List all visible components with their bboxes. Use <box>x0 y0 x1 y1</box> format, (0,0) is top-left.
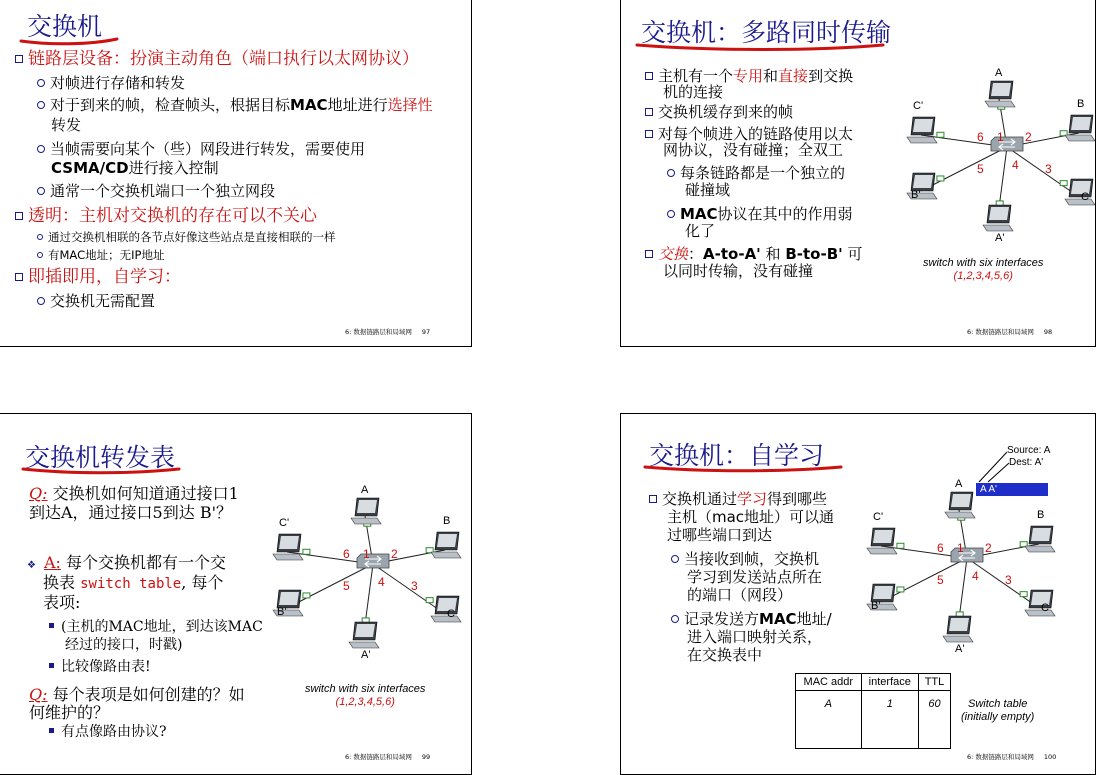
page-number: 100 <box>1043 753 1057 761</box>
port-label: 4 <box>1012 158 1019 172</box>
interface-icon <box>897 543 904 548</box>
port-label: 6 <box>937 541 944 555</box>
host-computer-icon <box>945 492 975 518</box>
host-label: A' <box>995 232 1005 244</box>
host-label: B' <box>277 606 287 618</box>
host-label: C' <box>279 517 290 529</box>
slide-100 <box>620 413 1096 775</box>
title-underline <box>19 33 119 47</box>
list-item-cont: 经过的接口，时戳) <box>65 637 183 653</box>
port-label: 4 <box>378 575 385 589</box>
frame-dest-label: Dest: A' <box>1009 457 1044 468</box>
switch-icon <box>991 137 1023 151</box>
list-item: MAC协议在其中的作用弱 <box>667 205 853 223</box>
answer: ❖ A: 每个交换机都有一个交 <box>27 553 227 572</box>
list-item: 交换机通过学习得到哪些 <box>649 490 827 508</box>
port-label: 6 <box>343 547 350 561</box>
link-line <box>373 564 445 614</box>
table-cell: A <box>796 691 862 749</box>
port-label: 2 <box>1025 130 1032 144</box>
square-bullet-icon <box>645 250 653 258</box>
host-computer-icon <box>431 532 461 558</box>
list-item-cont: 的端口（网段） <box>687 586 793 604</box>
switch-diagram-svg <box>899 65 1096 250</box>
list-item-cont: 碰撞域 <box>685 181 731 199</box>
list-item: 当帧需要向某个（些）网段进行转发，需要使用 <box>37 140 365 158</box>
interface-icon <box>426 598 433 603</box>
square-bullet-icon <box>649 495 657 503</box>
port-label: 5 <box>343 579 350 593</box>
question-1: Q: 交换机如何知道通过接口1 <box>29 484 239 503</box>
square-bullet-icon <box>645 108 653 116</box>
port-label: 3 <box>1045 162 1052 176</box>
circle-bullet-icon <box>671 555 679 563</box>
switch-icon <box>357 554 389 568</box>
table-cell: 1 <box>861 691 918 749</box>
slide-footer: 6: 数据链路层和局域网 97 <box>345 328 431 336</box>
list-item: 交换：A-to-A' 和 B-to-B' 可 <box>645 245 863 263</box>
question-2: Q: 每个表项是如何创建的？如 <box>29 685 245 704</box>
interface-icon <box>303 593 310 598</box>
host-label: B <box>1037 509 1045 521</box>
host-computer-icon <box>943 616 973 642</box>
diagram-caption: switch with six interfaces (1,2,3,4,5,6) <box>923 257 1044 282</box>
square-bullet-icon <box>645 72 653 80</box>
square-bullet-icon <box>49 663 54 668</box>
port-label: 5 <box>937 573 944 587</box>
host-label: C <box>1041 602 1049 614</box>
square-bullet-icon <box>15 55 23 63</box>
slide-footer: 6: 数据链路层和局域网 100 <box>967 753 1057 761</box>
frame-source-label: Source: A <box>1007 445 1051 456</box>
page-number: 99 <box>421 753 431 761</box>
slide-98 <box>620 0 1096 347</box>
list-item: 比较像路由表! <box>49 658 151 676</box>
circle-bullet-icon <box>37 234 43 240</box>
list-item-cont: 过哪些端口到达 <box>667 526 773 544</box>
interface-icon <box>1020 592 1027 597</box>
square-bullet-icon <box>15 212 23 220</box>
host-label: B <box>443 515 451 527</box>
switch-table <box>795 673 951 749</box>
host-computer-icon <box>983 205 1013 231</box>
table-caption: Switch table (initially empty) <box>961 698 1035 723</box>
question-1-cont: 到达A，通过接口5到达 B'？ <box>29 503 232 522</box>
interface-icon <box>937 132 944 137</box>
host-label: B <box>1077 98 1085 110</box>
list-item-cont: 网协议，没有碰撞；全双工 <box>663 141 844 159</box>
list-item: 透明：主机对交换机的存在可以不关心 <box>15 206 317 226</box>
list-item-cont: 转发 <box>51 116 82 134</box>
list-item: 交换机无需配置 <box>37 292 155 310</box>
circle-bullet-icon <box>667 210 675 218</box>
host-computer-icon <box>907 117 937 143</box>
answer-cont: 换表 switch table, 每个 <box>43 573 224 592</box>
port-label: 1 <box>363 547 370 561</box>
port-label: 1 <box>957 541 964 555</box>
host-label: C <box>1081 191 1089 203</box>
port-label: 6 <box>977 130 984 144</box>
port-label: 5 <box>977 162 984 176</box>
link-line <box>1007 147 1079 197</box>
port-label: 3 <box>1005 573 1012 587</box>
diamond-bullet-icon: ❖ <box>27 560 36 571</box>
slide-title: 交换机：自学习 <box>649 441 825 470</box>
table-header: MAC addr <box>796 674 862 691</box>
host-computer-icon <box>1065 179 1095 205</box>
list-item-cont: 以同时传输，没有碰撞 <box>663 262 814 280</box>
host-computer-icon <box>1065 115 1095 141</box>
list-item-cont: 在交换表中 <box>687 646 763 664</box>
list-item: 对于到来的帧，检查帧头，根据目标MAC地址进行选择性 <box>37 96 433 114</box>
slide-title: 交换机：多路同时传输 <box>641 18 892 47</box>
circle-bullet-icon <box>37 79 45 87</box>
host-label: C' <box>873 511 884 523</box>
list-item-cont: 机的连接 <box>663 83 724 101</box>
list-item-cont: 化了 <box>685 222 716 240</box>
list-item-cont: 学习到发送站点所在 <box>687 568 823 586</box>
list-item: 即插即用，自学习： <box>15 267 181 287</box>
interface-icon <box>897 587 904 592</box>
list-item: 有点像路由协议? <box>49 723 167 741</box>
port-label: 3 <box>411 579 418 593</box>
list-item: (主机的MAC地址，到达该MAC <box>49 618 263 636</box>
title-underline <box>21 462 181 476</box>
circle-bullet-icon <box>37 252 43 258</box>
switch-diagram-svg <box>859 476 1074 661</box>
port-label: 1 <box>997 130 1004 144</box>
switch-diagram-svg <box>265 482 472 667</box>
switch-diagram <box>265 482 472 671</box>
list-item-cont: CSMA/CD进行接入控制 <box>51 159 219 177</box>
list-item: 记录发送方MAC地址/ <box>671 610 832 628</box>
link-line <box>967 558 1039 608</box>
list-item-cont: 主机（mac地址）可以通 <box>667 508 835 526</box>
switch-diagram <box>859 476 1074 665</box>
frame-box: A A' <box>976 483 1048 496</box>
table-header: interface <box>861 674 918 691</box>
table-header: TTL <box>918 674 950 691</box>
host-label: B' <box>911 189 921 201</box>
port-label: 2 <box>391 547 398 561</box>
list-item-cont: 进入端口映射关系， <box>687 628 823 646</box>
host-label: C <box>447 608 455 620</box>
square-bullet-icon <box>645 130 653 138</box>
circle-bullet-icon <box>37 101 45 109</box>
circle-bullet-icon <box>671 615 679 623</box>
host-computer-icon <box>867 528 897 554</box>
title-underline <box>643 460 843 474</box>
square-bullet-icon <box>49 623 54 628</box>
host-label: A <box>955 478 963 490</box>
answer-cont: 表项: <box>43 593 81 612</box>
host-label: A <box>361 484 369 496</box>
circle-bullet-icon <box>37 297 45 305</box>
port-label: 2 <box>985 541 992 555</box>
question-2-cont: 何维护的？ <box>29 703 110 722</box>
page-number: 98 <box>1043 328 1053 336</box>
square-bullet-icon <box>49 728 54 733</box>
list-item: 有MAC地址；无IP地址 <box>37 248 164 262</box>
host-label: A' <box>361 649 371 661</box>
interface-icon <box>937 176 944 181</box>
host-computer-icon <box>351 498 381 524</box>
host-label: A <box>995 67 1003 79</box>
interface-icon <box>303 549 310 554</box>
host-computer-icon <box>985 81 1015 107</box>
host-label: B' <box>871 600 881 612</box>
list-item: 通过交换机相联的各节点好像这些站点是直接相联的一样 <box>37 230 336 244</box>
list-item: 对帧进行存储和转发 <box>37 74 185 92</box>
circle-bullet-icon <box>37 187 45 195</box>
port-label: 4 <box>972 569 979 583</box>
slide-99 <box>0 413 472 775</box>
switch-icon <box>951 548 983 562</box>
host-computer-icon <box>1025 590 1055 616</box>
table-cell: 60 <box>918 691 950 749</box>
list-item: 交换机缓存到来的帧 <box>645 103 793 121</box>
host-computer-icon <box>431 596 461 622</box>
page-number: 97 <box>421 328 431 336</box>
list-item: 通常一个交换机端口一个独立网段 <box>37 182 275 200</box>
title-underline <box>635 39 885 53</box>
switch-diagram <box>899 65 1096 254</box>
circle-bullet-icon <box>37 145 45 153</box>
list-item: 链路层设备：扮演主动角色（端口执行以太网协议） <box>15 49 419 69</box>
list-item: 每条链路都是一个独立的 <box>667 164 845 182</box>
host-label: A' <box>955 643 965 655</box>
host-computer-icon <box>273 534 303 560</box>
circle-bullet-icon <box>667 169 675 177</box>
square-bullet-icon <box>15 273 23 281</box>
slide-footer: 6: 数据链路层和局域网 99 <box>345 753 431 761</box>
slide-title: 交换机转发表 <box>25 443 176 472</box>
host-computer-icon <box>1025 526 1055 552</box>
interface-icon <box>1060 181 1067 186</box>
slide-title: 交换机 <box>27 12 103 41</box>
host-label: C' <box>913 100 924 112</box>
list-item: 当接收到帧，交换机 <box>671 550 819 568</box>
diagram-caption: switch with six interfaces (1,2,3,4,5,6) <box>305 683 426 708</box>
slide-97 <box>0 0 472 347</box>
list-item: 主机有一个专用和直接到交换 <box>645 67 853 85</box>
frame-pointer-lines <box>976 450 1016 486</box>
list-item: 对每个帧进入的链路使用以太 <box>645 125 853 143</box>
slide-footer: 6: 数据链路层和局域网 98 <box>967 328 1053 336</box>
host-computer-icon <box>349 622 379 648</box>
